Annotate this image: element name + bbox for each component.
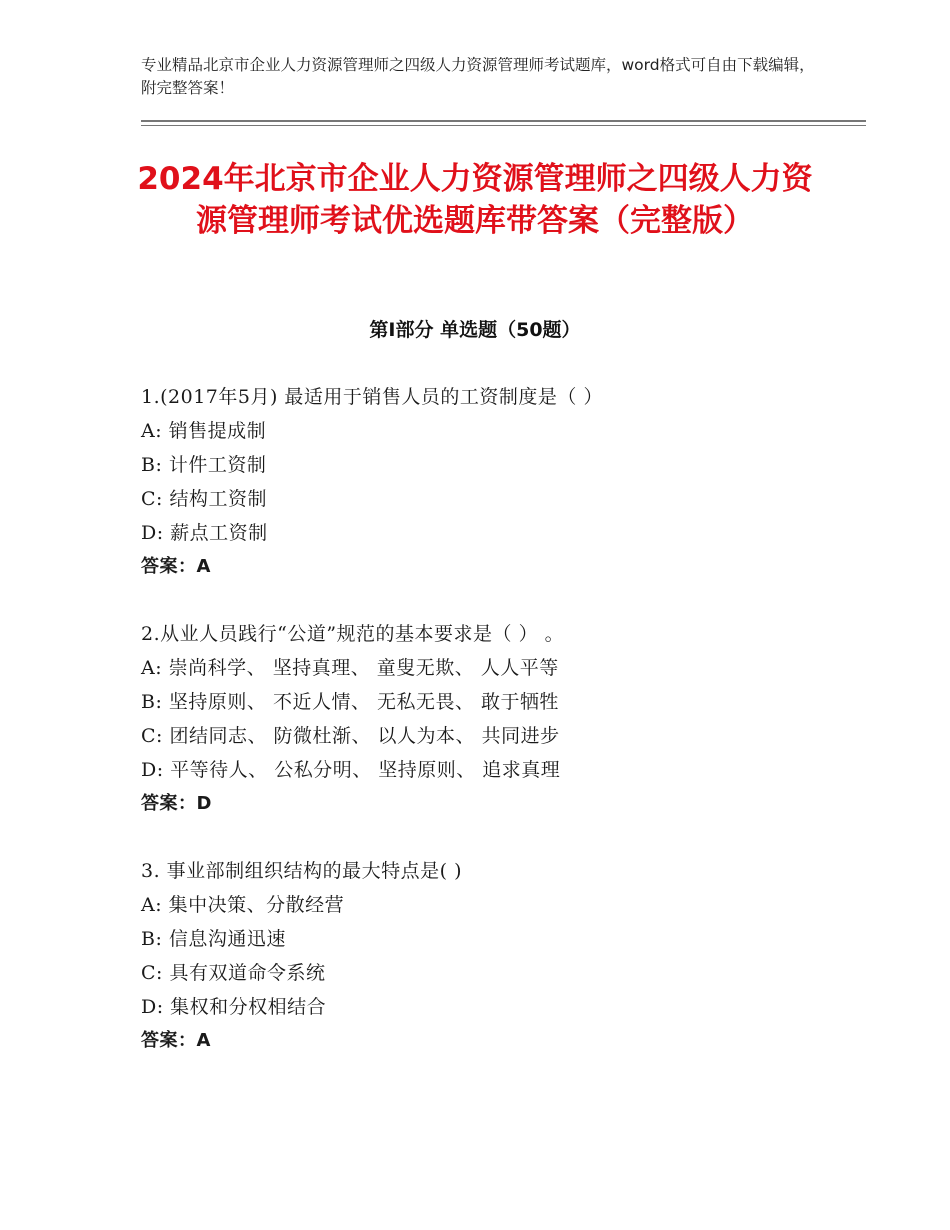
answer-value: A <box>196 556 211 577</box>
answer-value: A <box>196 1030 211 1051</box>
answer-line <box>141 550 861 584</box>
option-b: B: 信息沟通迅速 <box>141 928 286 950</box>
answer-label: 答案： <box>141 1030 197 1051</box>
question-stem: 2.从业人员践行“公道”规范的基本要求是（ ） 。 <box>141 623 565 645</box>
question-3 <box>141 854 861 1058</box>
option-d: D: 薪点工资制 <box>141 522 268 544</box>
answer-value: D <box>196 793 212 814</box>
option-b: B: 计件工资制 <box>141 454 267 476</box>
question-2 <box>141 617 861 821</box>
document-title: 2024年北京市企业人力资源管理师之四级人力资源管理师考试优选题库带答案（完整版） <box>137 161 813 239</box>
header-rule-thick <box>141 120 866 122</box>
option-c: C: 团结同志、 防微杜渐、 以人为本、 共同进步 <box>141 725 560 747</box>
option-a: A: 崇尚科学、 坚持真理、 童叟无欺、 人人平等 <box>141 657 559 679</box>
section-title: 第Ⅰ部分 单选题（50题） <box>369 319 581 341</box>
header-rule-thin <box>141 125 866 126</box>
question-list <box>141 380 861 1091</box>
question-1 <box>141 380 861 584</box>
option-c: C: 具有双道命令系统 <box>141 962 326 984</box>
option-d: D: 平等待人、 公私分明、 坚持原则、 追求真理 <box>141 759 561 781</box>
question-stem: 1.(2017年5月) 最适用于销售人员的工资制度是（ ） <box>141 386 603 408</box>
option-d: D: 集权和分权相结合 <box>141 996 327 1018</box>
answer-line <box>141 1024 861 1058</box>
answer-label: 答案： <box>141 793 197 814</box>
option-c: C: 结构工资制 <box>141 488 267 510</box>
option-a: A: 集中决策、分散经营 <box>141 894 345 916</box>
option-a: A: 销售提成制 <box>141 420 267 442</box>
option-b: B: 坚持原则、 不近人情、 无私无畏、 敢于牺牲 <box>141 691 560 713</box>
answer-label: 答案： <box>141 556 197 577</box>
header-note: 专业精品北京市企业人力资源管理师之四级人力资源管理师考试题库，word格式可自由下载编辑，附完整答案！ <box>141 56 815 97</box>
question-stem: 3. 事业部制组织结构的最大特点是( ) <box>141 860 463 882</box>
answer-line <box>141 787 861 821</box>
